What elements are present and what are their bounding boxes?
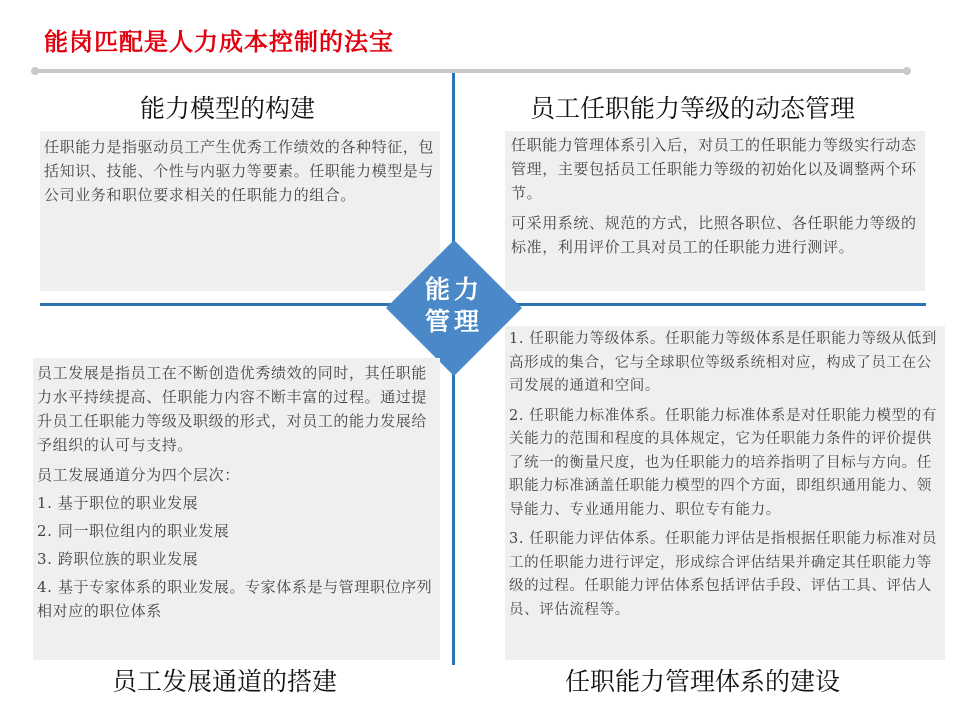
system-construction-paragraph-2: 2. 任职能力标准体系。任职能力标准体系是对任职能力模型的有关能力的范围和程度的具体规定，它为任职能力条件的评价提供了统一的衡量尺度，也为任职能力的培养指明了目标与方向。任职能力标准涵盖任职能力模型的四个方面，即组织通用能力、领导能力、专业通用能力、职位专有能力。 — [509, 407, 937, 518]
center-label — [384, 274, 524, 338]
title-divider — [35, 69, 907, 73]
heading-system-construction: 任职能力管理体系的建设 — [565, 667, 841, 696]
heading-dynamic-management: 员工任职能力等级的动态管理 — [530, 94, 856, 123]
career-channel-item-4: 4. 基于专家体系的职业发展。专家体系是与管理职位序列相对应的职位体系 — [37, 578, 433, 620]
panel-system-construction — [505, 326, 945, 660]
system-construction-paragraph-1: 1. 任职能力等级体系。任职能力等级体系是任职能力等级从低到高形成的集合，它与全球职位等级系统相对应，构成了员工在公司发展的通道和空间。 — [509, 331, 937, 394]
system-construction-paragraph-3: 3. 任职能力评估体系。任职能力评估是指根据任职能力标准对员工的任职能力进行评定，形成综合评估结果并确定其任职能力等级的过程。任职能力评估体系包括评估手段、评估工具、评估人员、评估流程等。 — [509, 531, 937, 618]
divider-right-cap — [903, 67, 911, 75]
panel-career-channel — [33, 358, 440, 660]
heading-career-channel: 员工发展通道的搭建 — [112, 667, 338, 696]
career-channel-item-1: 1. 基于职位的职业发展 — [37, 494, 199, 512]
slide-title: 能岗匹配是人力成本控制的法宝 — [44, 28, 394, 56]
career-channel-paragraph-1: 员工发展是指员工在不断创造优秀绩效的同时，其任职能力水平持续提高、任职能力内容不断丰富的过程。通过提升员工任职能力等级及职级的形式，对员工的能力发展给予组织的认可与支持。 — [37, 364, 428, 454]
career-channel-item-2: 2. 同一职位组内的职业发展 — [37, 522, 230, 540]
heading-competency-model: 能力模型的构建 — [140, 94, 316, 123]
career-channel-item-3: 3. 跨职位族的职业发展 — [37, 550, 199, 568]
panel-competency-model — [40, 131, 440, 291]
divider-left-cap — [31, 67, 39, 75]
center-label-line-2: 管理 — [424, 307, 483, 336]
career-channel-paragraph-2: 员工发展通道分为四个层次： — [37, 466, 240, 484]
dynamic-management-paragraph-2: 可采用系统、规范的方式，比照各职位、各任职能力等级的标准，利用评价工具对员工的任职能力进行测评。 — [511, 214, 917, 256]
competency-model-paragraph: 任职能力是指驱动员工产生优秀工作绩效的各种特征，包括知识、技能、个性与内驱力等要素。任职能力模型是与公司业务和职位要求相关的任职能力的组合。 — [44, 138, 435, 204]
center-label-line-1: 能力 — [424, 275, 483, 304]
panel-dynamic-management — [505, 131, 925, 291]
center-diamond — [384, 238, 524, 378]
dynamic-management-paragraph-1: 任职能力管理体系引入后，对员工的任职能力等级实行动态管理，主要包括员工任职能力等级的初始化以及调整两个环节。 — [511, 136, 917, 202]
